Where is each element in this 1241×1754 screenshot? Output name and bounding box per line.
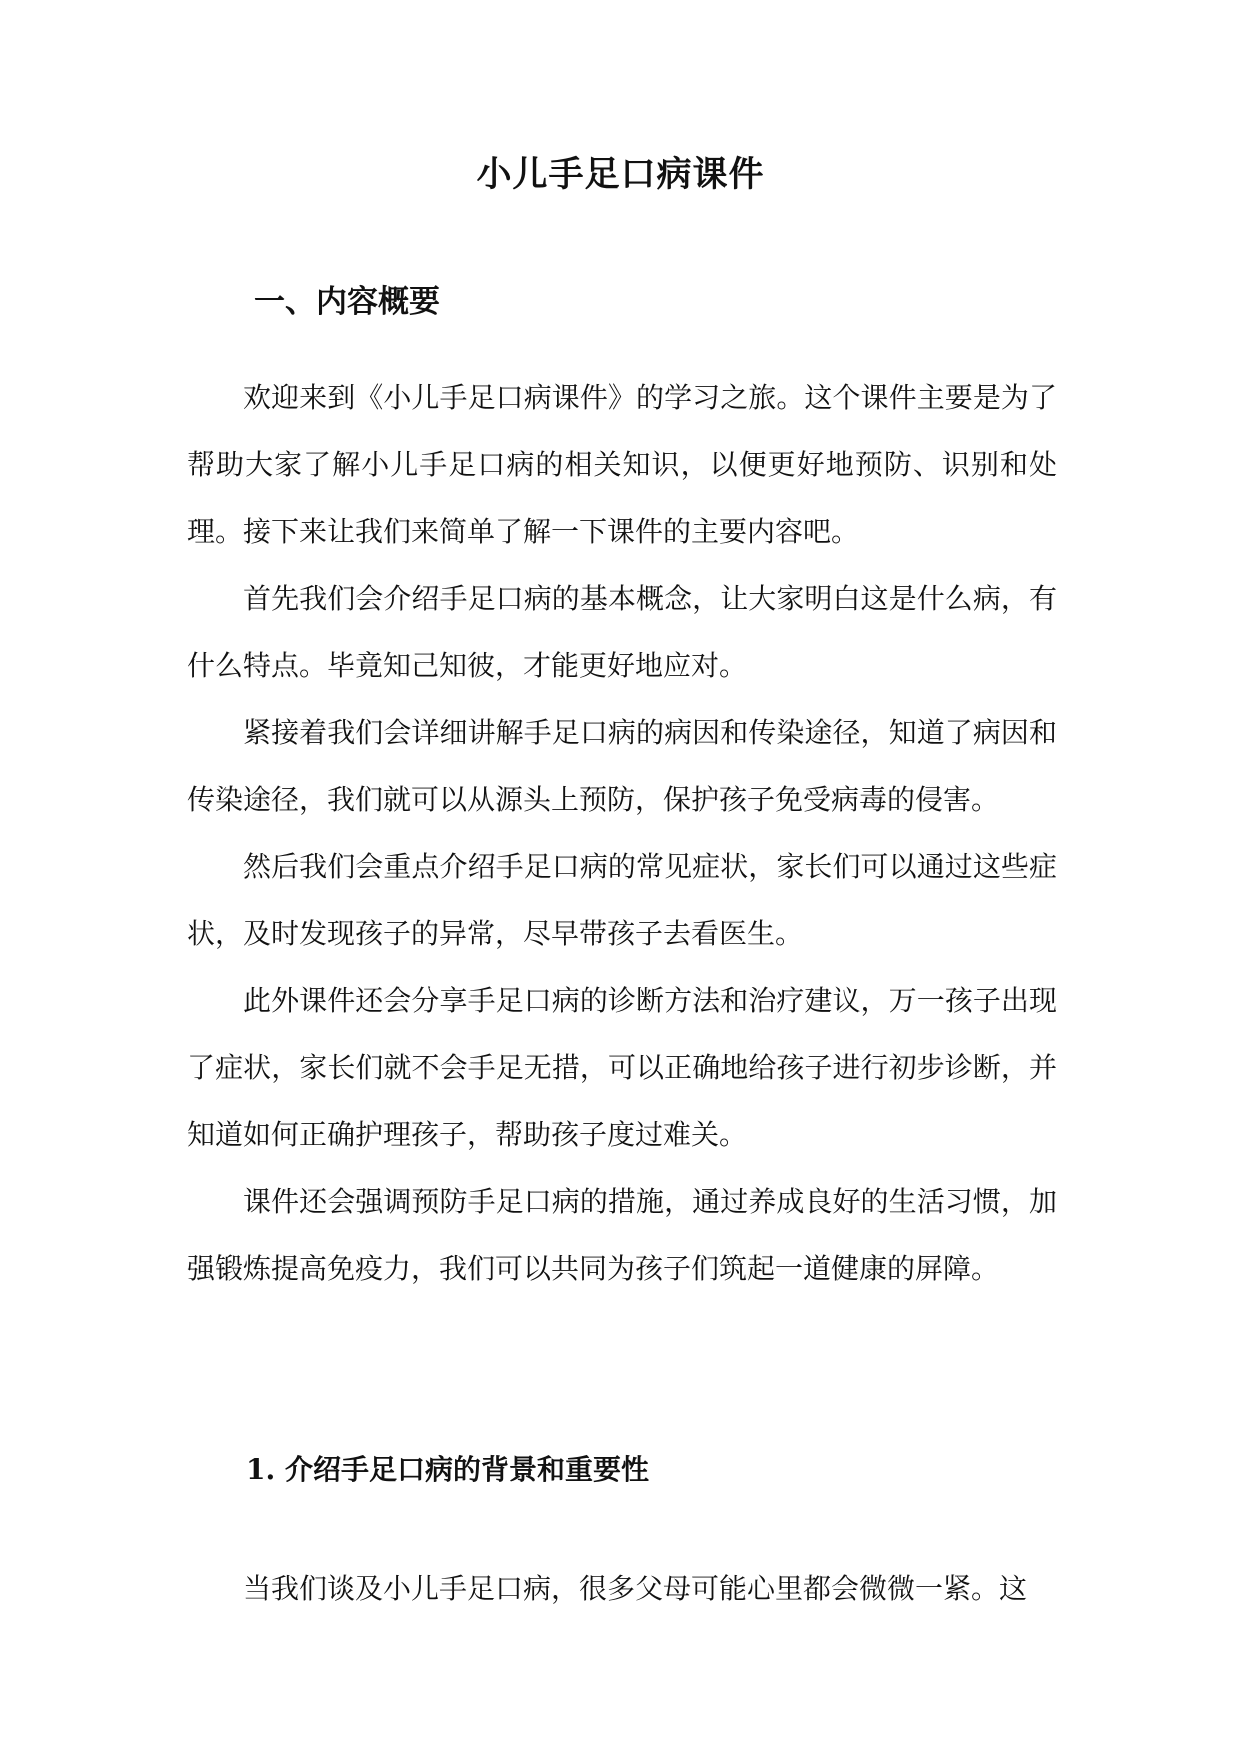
subsection-heading-background: 1. 介绍手足口病的背景和重要性	[246, 1453, 649, 1486]
paragraph: 课件还会强调预防手足口病的措施，通过养成良好的生活习惯，加强锻炼提高免疫力，我们可以共同为孩子们筑起一道健康的屏障。	[187, 1185, 1057, 1285]
section-heading-overview: 一、内容概要	[254, 284, 440, 320]
document-title: 小儿手足口病课件	[476, 154, 765, 195]
paragraph: 欢迎来到《小儿手足口病课件》的学习之旅。这个课件主要是为了帮助大家了解小儿手足口病的相关知识，以便更好地预防、识别和处理。接下来让我们来简单了解一下课件的主要内容吧。	[187, 381, 1057, 548]
paragraph: 紧接着我们会详细讲解手足口病的病因和传染途径，知道了病因和传染途径，我们就可以从源头上预防，保护孩子免受病毒的侵害。	[187, 716, 1057, 816]
paragraph: 此外课件还会分享手足口病的诊断方法和治疗建议，万一孩子出现了症状，家长们就不会手足无措，可以正确地给孩子进行初步诊断，并知道如何正确护理孩子，帮助孩子度过难关。	[187, 984, 1057, 1151]
paragraph: 然后我们会重点介绍手足口病的常见症状，家长们可以通过这些症状，及时发现孩子的异常，尽早带孩子去看医生。	[187, 850, 1057, 950]
paragraph-partial: 当我们谈及小儿手足口病，很多父母可能心里都会微微一紧。这	[243, 1572, 1028, 1605]
overview-body	[187, 364, 1057, 1302]
paragraph: 首先我们会介绍手足口病的基本概念，让大家明白这是什么病，有什么特点。毕竟知己知彼，才能更好地应对。	[187, 582, 1057, 682]
